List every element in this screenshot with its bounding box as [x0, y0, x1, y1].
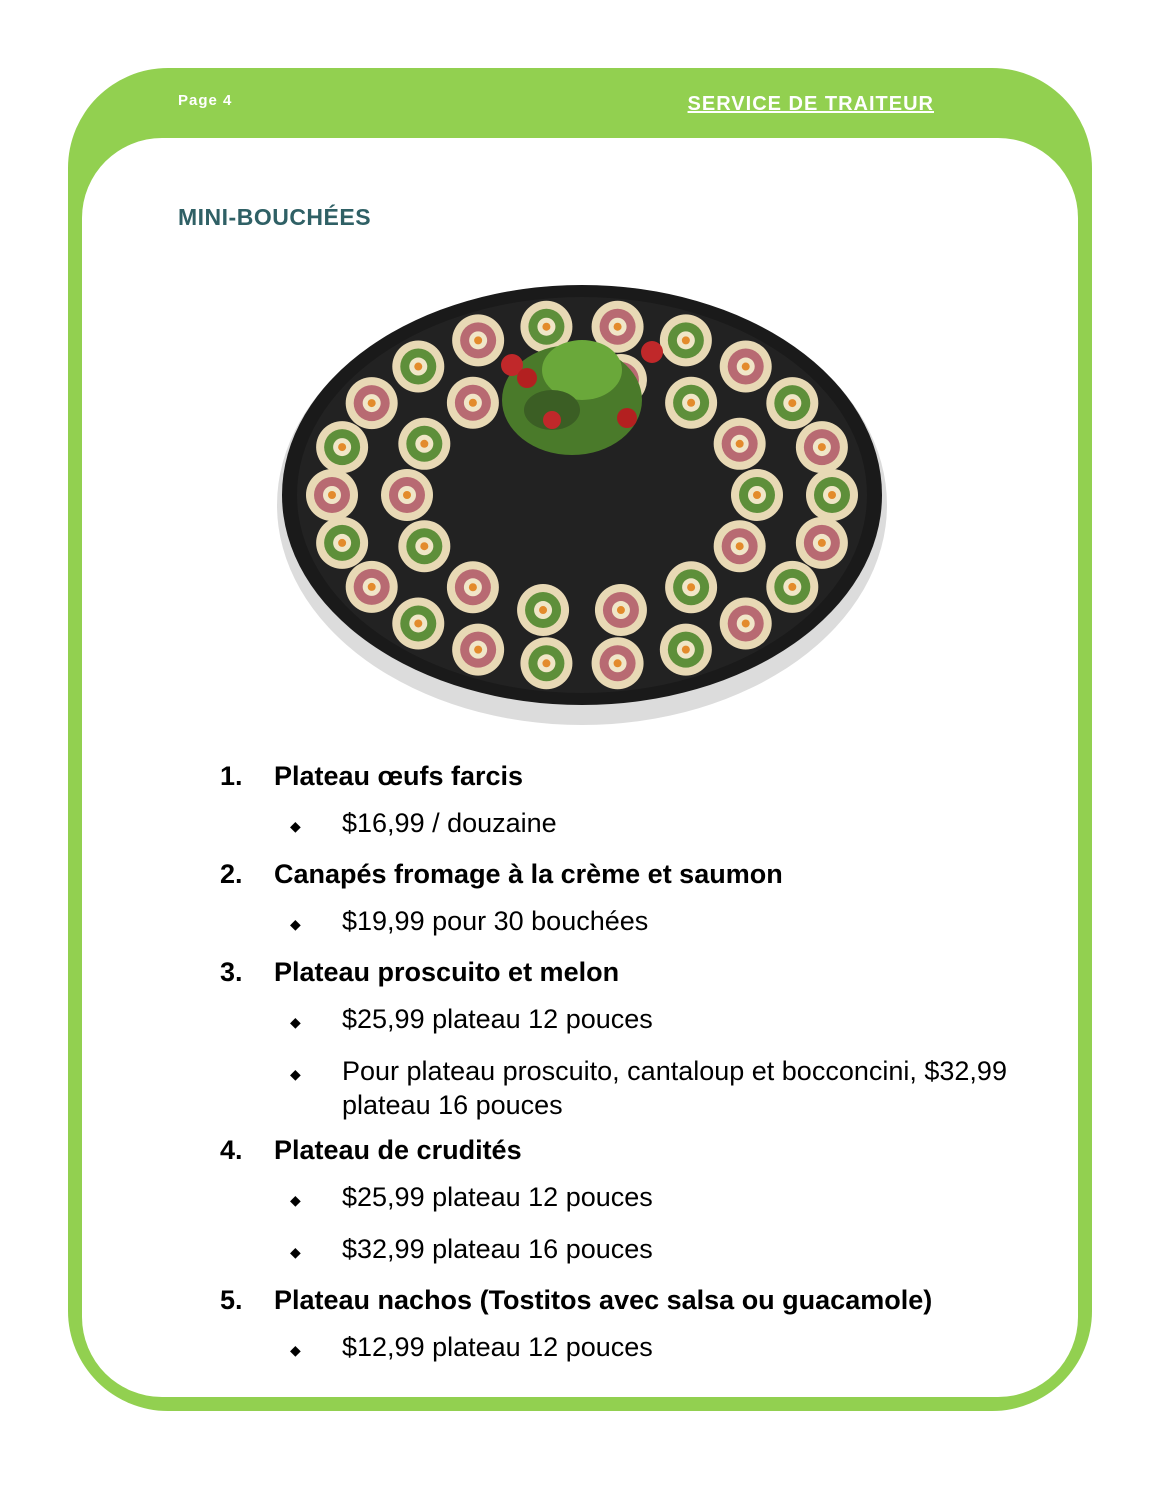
pinwheel-roll — [592, 637, 644, 689]
menu-item — [220, 956, 1060, 1122]
platter-image — [272, 270, 892, 730]
price-text: Pour plateau proscuito, cantaloup et bocconcini, $32,99 plateau 16 pouces — [342, 1056, 1007, 1120]
menu-item-number: 3. — [220, 957, 243, 987]
diamond-bullet-icon: ◆ — [290, 1192, 301, 1208]
pinwheel-roll — [714, 520, 766, 572]
pinwheel-roll — [447, 377, 499, 429]
pinwheel-roll — [665, 377, 717, 429]
price-text: $12,99 plateau 12 pouces — [342, 1332, 653, 1362]
menu-item — [220, 1284, 1060, 1370]
menu-item-heading — [220, 1284, 1060, 1316]
pinwheel-roll — [660, 624, 712, 676]
diamond-bullet-icon: ◆ — [290, 1066, 301, 1082]
pinwheel-roll — [766, 561, 818, 613]
menu-item-name: Plateau proscuito et melon — [274, 957, 620, 987]
service-title: SERVICE DE TRAITEUR — [687, 93, 934, 115]
menu-item-number: 1. — [220, 761, 243, 791]
diamond-bullet-icon: ◆ — [290, 1244, 301, 1260]
price-text: $25,99 plateau 12 pouces — [342, 1182, 653, 1212]
menu-item — [220, 760, 1060, 846]
price-list — [220, 904, 1060, 944]
price-text: $19,99 pour 30 bouchées — [342, 906, 649, 936]
pinwheel-roll — [796, 517, 848, 569]
price-text: $32,99 plateau 16 pouces — [342, 1234, 653, 1264]
pinwheel-roll — [806, 469, 858, 521]
pinwheel-roll — [665, 561, 717, 613]
pinwheel-roll — [517, 584, 569, 636]
pinwheel-roll — [731, 469, 783, 521]
pinwheel-roll — [346, 377, 398, 429]
pinwheel-roll — [316, 517, 368, 569]
diamond-bullet-icon: ◆ — [290, 1014, 301, 1030]
menu-item-heading — [220, 760, 1060, 792]
pinwheel-roll — [381, 469, 433, 521]
menu-item-number: 4. — [220, 1135, 243, 1165]
menu-item-number: 5. — [220, 1285, 243, 1315]
price-list — [220, 1330, 1060, 1370]
price-list — [220, 806, 1060, 846]
price-text: $25,99 plateau 12 pouces — [342, 1004, 653, 1034]
pinwheel-roll — [766, 377, 818, 429]
price-text: $16,99 / douzaine — [342, 808, 557, 838]
pinwheel-roll — [660, 314, 712, 366]
price-line — [220, 1180, 1060, 1220]
page-number: Page 4 — [178, 92, 233, 109]
price-line — [220, 806, 1060, 846]
pinwheel-roll — [346, 561, 398, 613]
menu-item-number: 2. — [220, 859, 243, 889]
menu-item-heading — [220, 956, 1060, 988]
pinwheel-roll — [452, 624, 504, 676]
price-list — [220, 1180, 1060, 1272]
pinwheel-roll — [392, 597, 444, 649]
pinwheel-roll — [520, 637, 572, 689]
pinwheel-roll — [392, 341, 444, 393]
menu-item — [220, 858, 1060, 944]
diamond-bullet-icon: ◆ — [290, 1342, 301, 1358]
pinwheel-roll — [398, 418, 450, 470]
price-line — [220, 1002, 1060, 1042]
pinwheel-roll — [316, 421, 368, 473]
pinwheel-roll — [595, 584, 647, 636]
pinwheel-roll — [447, 561, 499, 613]
menu-item-name: Canapés fromage à la crème et saumon — [274, 859, 783, 889]
price-line — [220, 1330, 1060, 1370]
pinwheel-roll — [714, 418, 766, 470]
price-line — [220, 904, 1060, 944]
menu-item-heading — [220, 1134, 1060, 1166]
pinwheel-roll — [720, 341, 772, 393]
price-list — [220, 1002, 1060, 1122]
menu-item-name: Plateau nachos (Tostitos avec salsa ou guacamole) — [274, 1285, 933, 1315]
pinwheel-roll — [796, 421, 848, 473]
menu-item — [220, 1134, 1060, 1272]
diamond-bullet-icon: ◆ — [290, 818, 301, 834]
menu-item-name: Plateau œufs farcis — [274, 761, 524, 791]
section-title: MINI-BOUCHÉES — [178, 204, 372, 230]
menu-list — [220, 760, 1060, 1382]
pinwheel-roll — [398, 520, 450, 572]
pinwheel-roll — [452, 314, 504, 366]
menu-item-heading — [220, 858, 1060, 890]
pinwheel-roll — [720, 597, 772, 649]
price-line — [220, 1232, 1060, 1272]
diamond-bullet-icon: ◆ — [290, 916, 301, 932]
menu-item-name: Plateau de crudités — [274, 1135, 522, 1165]
pinwheel-roll — [306, 469, 358, 521]
price-line — [220, 1054, 1060, 1122]
